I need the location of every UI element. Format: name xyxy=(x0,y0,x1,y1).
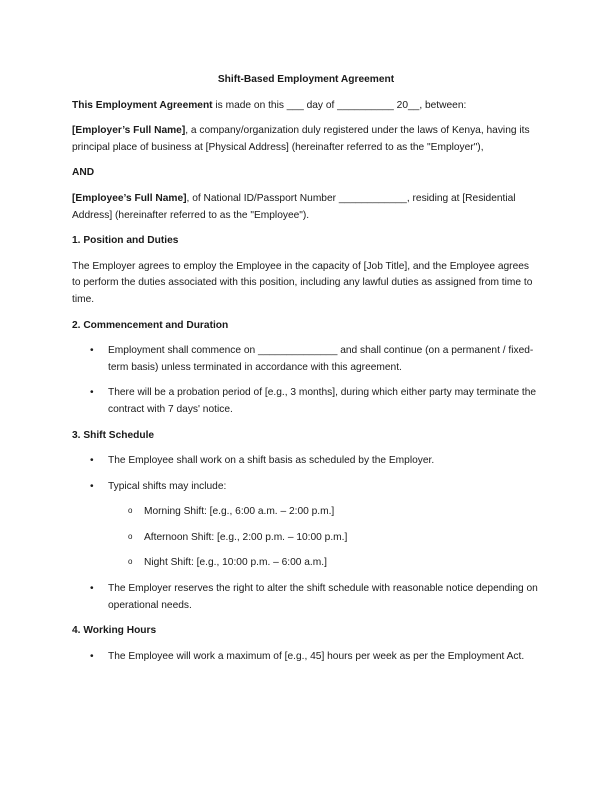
list-item: • There will be a probation period of [e.g., 3 months], during which either party may terminate the contract with 7 days' notice. xyxy=(72,385,540,418)
section-3-heading: 3. Shift Schedule xyxy=(72,429,155,441)
intro-bold: This Employment Agreement xyxy=(72,99,213,111)
employer-name: [Employer’s Full Name] xyxy=(72,125,186,137)
section-4-list xyxy=(72,649,540,666)
sub-list-item: o Afternoon Shift: [e.g., 2:00 p.m. – 10:00 p.m.] xyxy=(72,530,540,547)
and-label: AND xyxy=(72,167,95,179)
document-title: Shift-Based Employment Agreement xyxy=(217,74,395,85)
section-1-heading: 1. Position and Duties xyxy=(72,235,179,247)
employer-paragraph xyxy=(72,123,540,156)
employee-text: , of National ID/Passport Number ____________, residing at [Residential Address] (hereinafter referred to as the "Employee"). xyxy=(72,192,516,221)
list-item: • The Employee shall work on a shift basis as scheduled by the Employer. xyxy=(72,453,540,470)
sub-list-item: o Night Shift: [e.g., 10:00 p.m. – 6:00 a.m.] xyxy=(72,555,540,572)
section-2-list xyxy=(72,343,540,418)
section-4-heading: 4. Working Hours xyxy=(72,625,157,637)
list-item: • Typical shifts may include: xyxy=(72,479,540,496)
section-3-list xyxy=(72,453,540,614)
list-item: • The Employer reserves the right to alter the shift schedule with reasonable notice depending on operational needs. xyxy=(72,581,540,614)
list-item: • The Employee will work a maximum of [e.g., 45] hours per week as per the Employment Act. xyxy=(72,649,540,666)
intro-paragraph xyxy=(72,98,540,115)
intro-text: is made on this ___ day of __________ 20__, between: xyxy=(212,99,467,111)
section-1-text: The Employer agrees to employ the Employee in the capacity of [Job Title], and the Employee agrees to perform the duties associated with this position, including any lawful duties as assigned from time to time. xyxy=(72,260,533,305)
section-2-heading: 2. Commencement and Duration xyxy=(72,319,229,331)
sub-list-item: o Morning Shift: [e.g., 6:00 a.m. – 2:00 p.m.] xyxy=(72,504,540,521)
employer-text: , a company/organization duly registered under the laws of Kenya, having its principal place of business at [Physical Address] (hereinafter referred to as the "Employer"), xyxy=(72,125,530,153)
employee-name: [Employee’s Full Name] xyxy=(72,192,187,204)
employee-paragraph xyxy=(72,191,540,224)
list-item: • Employment shall commence on ______________ and shall continue (on a permanent / fixed-term basis) unless terminated in accordance with this agreement. xyxy=(72,343,540,376)
